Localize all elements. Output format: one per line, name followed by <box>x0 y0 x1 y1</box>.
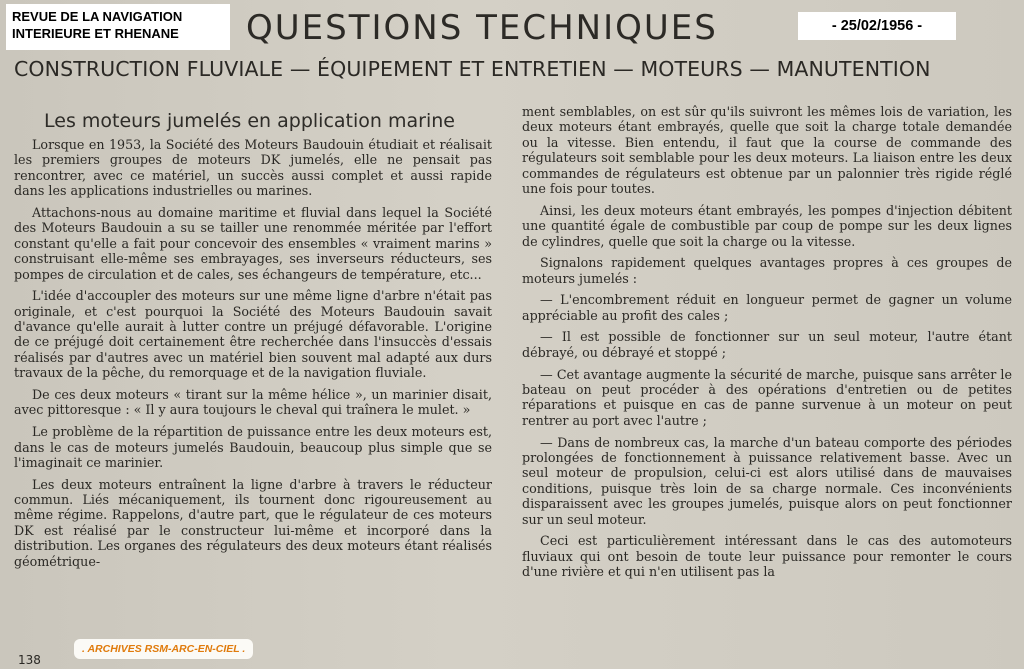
source-label-line1: REVUE DE LA NAVIGATION <box>12 9 183 24</box>
paragraph: Lorsque en 1953, la Société des Moteurs Baudouin étudiait et réalisait les premiers groupes de moteurs DK jumelés, elle ne pensait pas rencontrer, avec ce matériel, un succès aussi complet et aussi rapide dans les applications industrielles ou marines. <box>14 137 492 199</box>
paragraph: Le problème de la répartition de puissance entre les deux moteurs est, dans le cas de moteurs jumelés Baudouin, beaucoup plus simple que se l'imaginait ce marinier. <box>14 424 492 470</box>
paragraph: — Cet avantage augmente la sécurité de marche, puisque sans arrêter le bateau on peut procéder à des opérations d'entretien ou de petites réparations et puisque en cas de panne survenue à un moteur on peut rentrer au port avec l'autre ; <box>522 366 1012 428</box>
paragraph: L'idée d'accoupler des moteurs sur une même ligne d'arbre n'était pas originale, et c'est pourquoi la Société des Moteurs Baudouin savait d'avance qu'elle aurait à lutter contre un préjugé défavorable. L'origine de ce préjugé doit certainement être recherchée dans l'insuccès d'essais réalisés par d'autres avec un matériel bien souvent mal adapté aux durs travaux de la pêche, du remorquage et de la navigation fluviale. <box>14 288 492 381</box>
source-label <box>6 4 230 50</box>
date-label: - 25/02/1956 - <box>798 12 956 40</box>
page-number: 138 <box>18 653 41 667</box>
article-heading: Les moteurs jumelés en application marine <box>44 110 455 132</box>
archive-label: . ARCHIVES RSM-ARC-EN-CIEL . <box>74 639 253 659</box>
page-title: QUESTIONS TECHNIQUES <box>246 8 718 48</box>
paragraph: Ceci est particulièrement intéressant dans le cas des automoteurs fluviaux qui ont besoin de toute leur puissance pour remonter le cours d'une rivière et qui n'en utilisent pas la <box>522 533 1012 580</box>
paragraph: Attachons-nous au domaine maritime et fluvial dans lequel la Société des Moteurs Baudouin a su se tailler une renommée méritée par l'effort constant qu'elle a fait pour concevoir des ensembles « vraiment marins » construisant elle-même ses embrayages, ses inverseurs réducteurs, ses pompes de circulation et de cales, ses échangeurs de température, etc... <box>14 204 492 282</box>
paragraph: — Il est possible de fonctionner sur un seul moteur, l'autre étant débrayé, ou débrayé et stoppé ; <box>522 329 1012 360</box>
paragraph: Les deux moteurs entraînent la ligne d'arbre à travers le réducteur commun. Liés mécaniquement, ils tournent donc rigoureusement au même régime. Rappelons, d'autre part, que le régulateur de ces moteurs DK est réalisé par le constructeur lui-même et incorporé dans la distribution. Les organes des régulateurs des deux moteurs étant réalisés géométrique- <box>14 476 492 569</box>
right-column <box>522 104 1012 586</box>
paragraph: Ainsi, les deux moteurs étant embrayés, les pompes d'injection débitent une quantité égale de combustible par coup de pompe sur les deux lignes de cylindres, quelle que soit la charge ou la vitesse. <box>522 202 1012 249</box>
source-label-line2: INTERIEURE ET RHENANE <box>12 26 179 41</box>
paragraph: De ces deux moteurs « tirant sur la même hélice », un marinier disait, avec pittoresque : « Il y aura toujours le cheval qui traînera le mulet. » <box>14 386 492 418</box>
paragraph: — L'encombrement réduit en longueur permet de gagner un volume appréciable au profit des cales ; <box>522 292 1012 323</box>
left-column <box>14 137 492 575</box>
section-subtitle: CONSTRUCTION FLUVIALE — ÉQUIPEMENT ET ENTRETIEN — MOTEURS — MANUTENTION <box>14 57 931 81</box>
paragraph: — Dans de nombreux cas, la marche d'un bateau comporte des périodes prolongées de fonctionnement à puissance relativement basse. Avec un seul moteur de propulsion, celui-ci est alors utilisé dans de mauvaises conditions, puisque très loin de sa charge normale. Ces inconvénients disparaissent avec les groupes jumelés, puisque alors on peut fonctionner sur un seul moteur. <box>522 434 1012 527</box>
paragraph: ment semblables, on est sûr qu'ils suivront les mêmes lois de variation, les deux moteurs étant embrayés, quelle que soit la charge totale demandée ou la vitesse. Bien entendu, il faut que la course de commande des régulateurs soit semblable pour les deux moteurs. La liaison entre les deux commandes de régulateurs est obtenue par un palonnier très rigide réglé une fois pour toutes. <box>522 104 1012 197</box>
paragraph: Signalons rapidement quelques avantages propres à ces groupes de moteurs jumelés : <box>522 255 1012 286</box>
